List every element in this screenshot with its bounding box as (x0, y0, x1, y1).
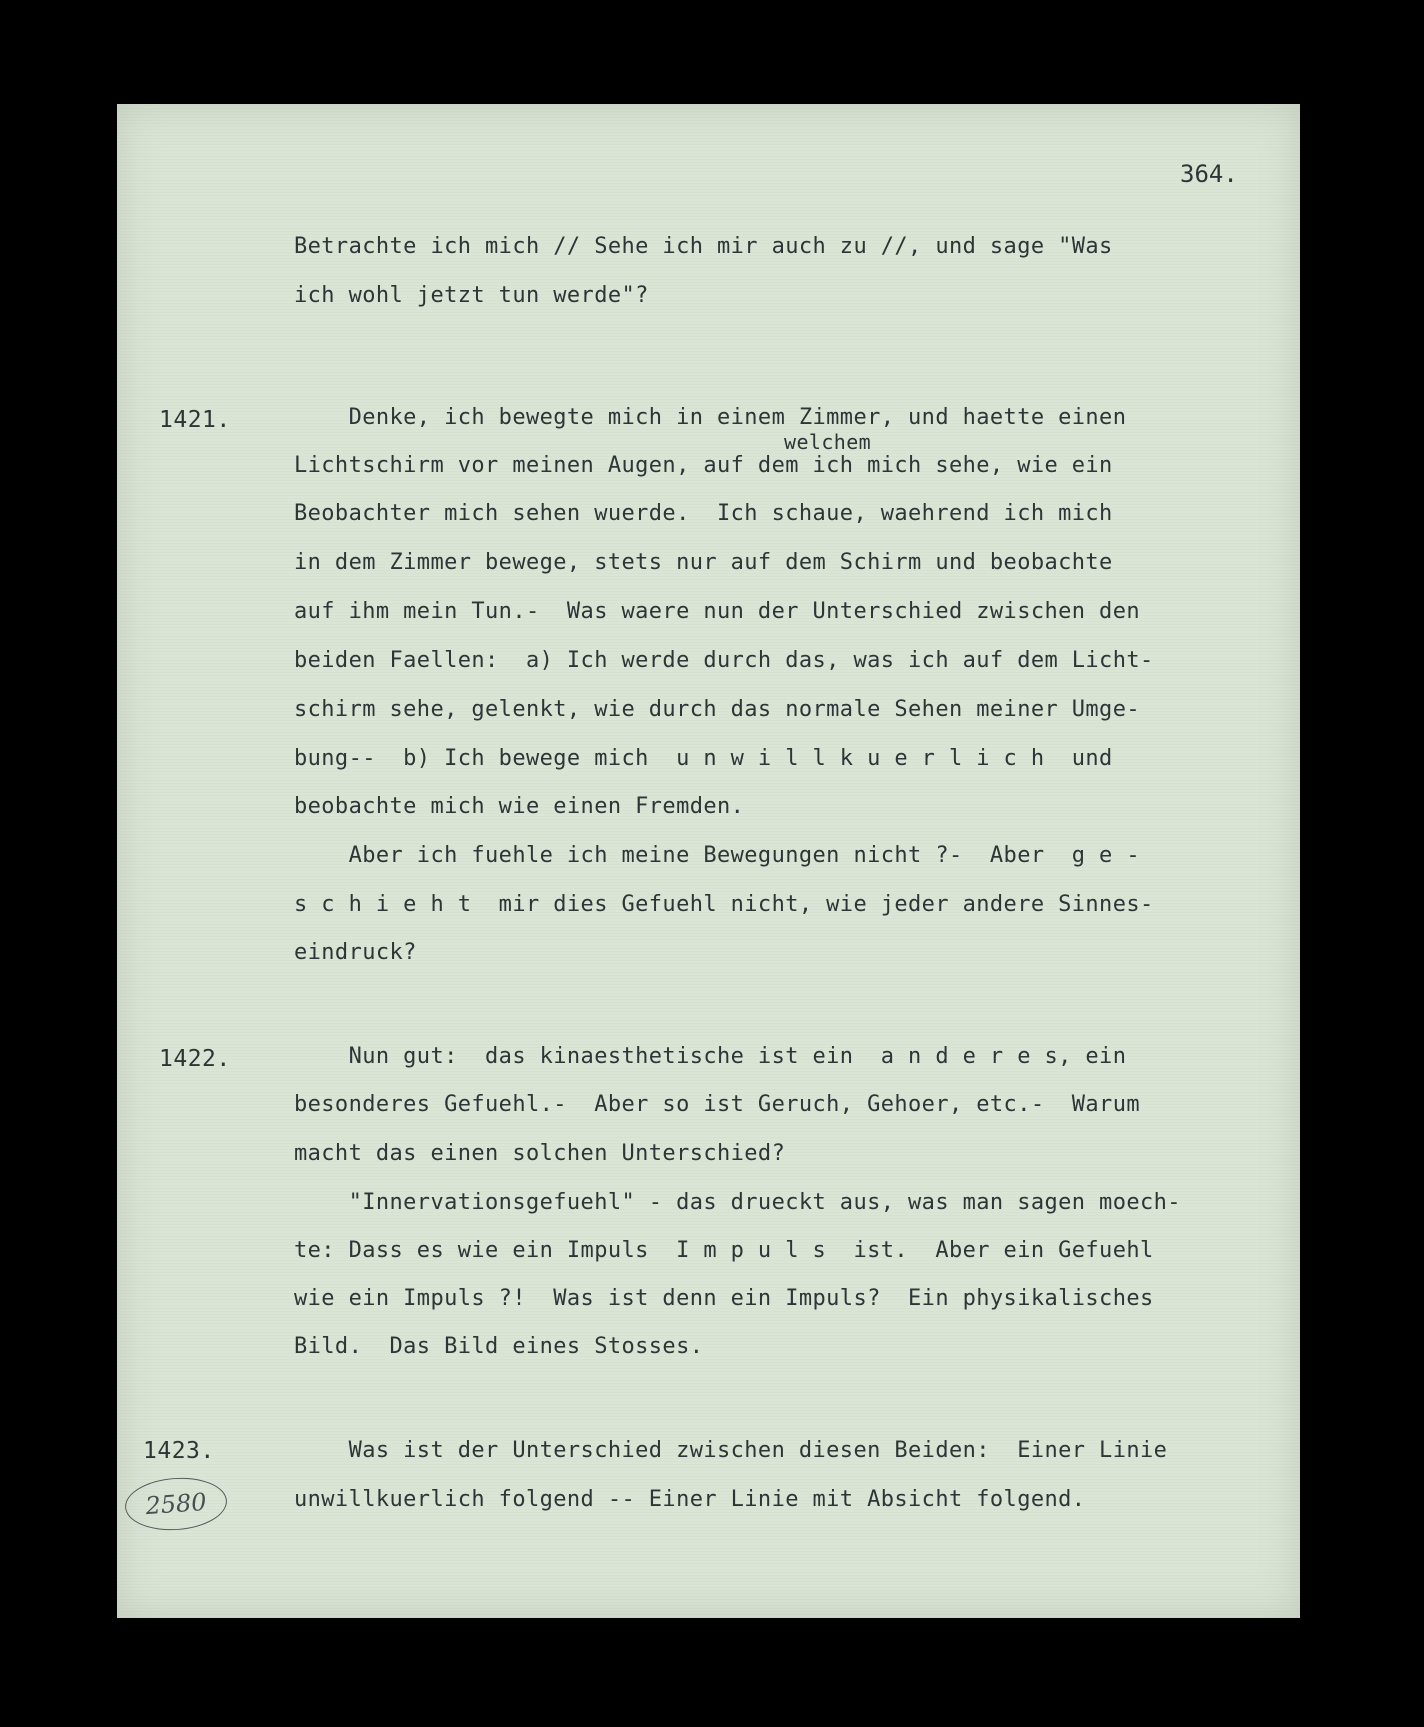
text-line: schirm sehe, gelenkt, wie durch das normale Sehen meiner Umge- (294, 697, 1140, 722)
document-page (117, 104, 1300, 1618)
text-line: s c h i e h t mir dies Gefuehl nicht, wie jeder andere Sinnes- (294, 892, 1154, 917)
remark-number: 1422. (159, 1046, 231, 1072)
text-line: Beobachter mich sehen wuerde. Ich schaue, waehrend ich mich (294, 501, 1113, 526)
text-line: Betrachte ich mich // Sehe ich mir auch zu //, und sage "Was (294, 234, 1113, 259)
text-line: macht das einen solchen Unterschied? (294, 1141, 786, 1166)
remark-number: 1423. (143, 1438, 215, 1464)
text-line: eindruck? (294, 940, 417, 965)
stamp-label: 2580 (144, 1487, 208, 1521)
text-line: te: Dass es wie ein Impuls I m p u l s ist. Aber ein Gefuehl (294, 1238, 1154, 1263)
text-line: in dem Zimmer bewege, stets nur auf dem Schirm und beobachte (294, 550, 1113, 575)
text-line: beiden Faellen: a) Ich werde durch das, was ich auf dem Licht- (294, 648, 1154, 673)
text-line: beobachte mich wie einen Fremden. (294, 794, 745, 819)
archive-stamp (123, 1475, 228, 1534)
text-line: Lichtschirm vor meinen Augen, auf dem ich mich sehe, wie ein (294, 453, 1113, 478)
text-line: "Innervationsgefuehl" - das drueckt aus, was man sagen moech- (294, 1190, 1181, 1215)
text-line: ich wohl jetzt tun werde"? (294, 283, 649, 308)
remark-number: 1421. (159, 407, 231, 433)
interlinear-insertion: welchem (784, 430, 872, 454)
text-line: besonderes Gefuehl.- Aber so ist Geruch, Gehoer, etc.- Warum (294, 1092, 1140, 1117)
text-line: wie ein Impuls ?! Was ist denn ein Impuls? Ein physikalisches (294, 1286, 1154, 1311)
page-number: 364. (1180, 160, 1238, 188)
text-line: Bild. Das Bild eines Stosses. (294, 1334, 704, 1359)
text-line: Denke, ich bewegte mich in einem Zimmer, und haette einen (294, 405, 1127, 430)
text-line: Was ist der Unterschied zwischen diesen Beiden: Einer Linie (294, 1438, 1168, 1463)
text-line: bung-- b) Ich bewege mich u n w i l l k u e r l i c h und (294, 746, 1113, 771)
text-line: Aber ich fuehle ich meine Bewegungen nicht ?- Aber g e - (294, 843, 1140, 868)
text-line: auf ihm mein Tun.- Was waere nun der Unterschied zwischen den (294, 599, 1140, 624)
text-line: Nun gut: das kinaesthetische ist ein a n d e r e s, ein (294, 1044, 1127, 1069)
text-line: unwillkuerlich folgend -- Einer Linie mit Absicht folgend. (294, 1487, 1086, 1512)
